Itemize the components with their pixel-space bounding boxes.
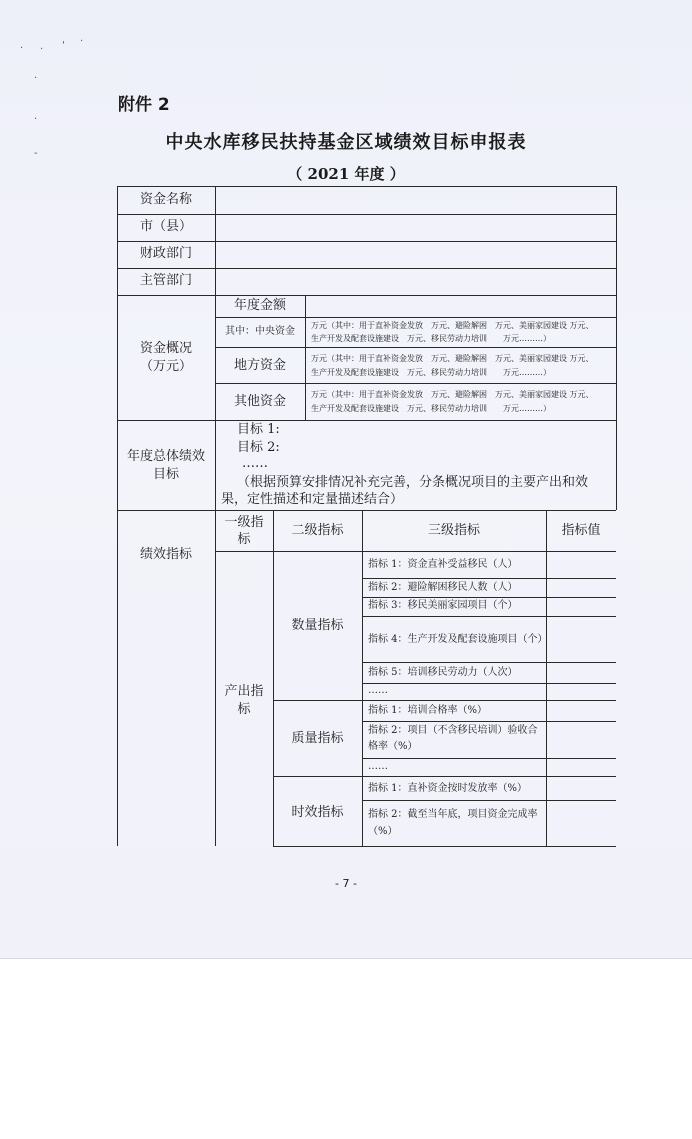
indicators-label: 绩效指标 xyxy=(139,547,192,562)
level1-header: 一级指 xyxy=(224,515,264,530)
scan-speck: · xyxy=(40,44,44,55)
quantity-item-more: …… xyxy=(368,685,388,696)
scan-speck: · xyxy=(80,36,84,47)
goal-1: 目标 1: xyxy=(237,422,280,437)
level3-header: 三级指标 xyxy=(427,523,480,538)
goal-note-1: （根据预算安排情况补充完善，分条概况项目的主要产出和效 xyxy=(237,475,589,490)
page-number: - 7 - xyxy=(335,877,357,890)
quantity-indicator: 数量指标 xyxy=(291,618,344,633)
goal-ellipsis: …… xyxy=(242,456,268,471)
annual-goal-label: 年度总体绩效 xyxy=(126,449,205,464)
blank-margin xyxy=(0,960,692,1139)
local-fund-label: 地方资金 xyxy=(233,358,286,373)
form-year: （ 2021 年度 ） xyxy=(287,165,405,183)
quality-item-1: 指标 1：培训合格率（%） xyxy=(368,705,488,716)
fund-name-label: 资金名称 xyxy=(139,192,192,207)
quantity-item-2: 指标 2：避险解困移民人数（人） xyxy=(368,582,518,593)
timeliness-item-2-cont: （%） xyxy=(368,826,398,837)
value-header: 指标值 xyxy=(561,523,601,538)
local-fund-detail-1: 万元（其中：用于直补资金发放 万元、避险解困 万元、美丽家园建设 万元、 xyxy=(311,354,594,363)
scan-speck: - xyxy=(34,148,38,159)
finance-dept-label: 财政部门 xyxy=(139,246,192,261)
quantity-item-5: 指标 5：培训移民劳动力（人次） xyxy=(368,667,518,678)
quality-indicator: 质量指标 xyxy=(291,731,344,746)
quantity-item-3: 指标 3：移民美丽家园项目（个） xyxy=(368,600,518,611)
other-fund-label: 其他资金 xyxy=(233,394,286,409)
output-indicator-2: 标 xyxy=(237,702,251,717)
other-fund-detail-1: 万元（其中：用于直补资金发放 万元、避险解困 万元、美丽家园建设 万元、 xyxy=(311,390,594,399)
goal-note-2: 果，定性描述和定量描述结合） xyxy=(221,492,404,507)
goal-2: 目标 2: xyxy=(237,440,280,455)
scan-speck: · xyxy=(34,114,38,125)
annual-amount-label: 年度金额 xyxy=(233,298,286,313)
competent-dept-label: 主管部门 xyxy=(139,273,192,288)
central-fund-detail-1: 万元（其中：用于直补资金发放 万元、避险解困 万元、美丽家园建设 万元、 xyxy=(311,321,594,330)
fund-overview-unit: （万元） xyxy=(139,359,192,374)
quantity-item-4: 指标 4：生产开发及配套设施项目（个） xyxy=(368,634,548,645)
form-title: 中央水库移民扶持基金区域绩效目标申报表 xyxy=(165,132,527,153)
other-fund-detail-2: 生产开发及配套设施建设 万元、移民劳动力培训 万元………） xyxy=(311,404,551,413)
central-fund-label: 其中：中央资金 xyxy=(225,326,295,337)
city-label: 市（县） xyxy=(139,219,192,234)
scan-speck: . xyxy=(34,70,38,81)
local-fund-detail-2: 生产开发及配套设施建设 万元、移民劳动力培训 万元………） xyxy=(311,368,551,377)
scan-speck: . xyxy=(20,40,24,51)
quality-item-2-cont: 格率（%） xyxy=(368,741,418,752)
quality-item-more: …… xyxy=(368,761,388,772)
timeliness-item-1: 指标 1：直补资金按时发放率（%） xyxy=(368,783,528,794)
attachment-label: 附件 2 xyxy=(118,95,170,115)
level2-header: 二级指标 xyxy=(291,523,344,538)
scan-speck: ' xyxy=(62,40,65,51)
quantity-item-1: 指标 1：资金直补受益移民（人） xyxy=(368,559,518,570)
timeliness-indicator: 时效指标 xyxy=(291,805,344,820)
level1-header-2: 标 xyxy=(237,532,251,547)
fund-overview-label: 资金概况 xyxy=(139,341,192,356)
annual-goal-label-2: 目标 xyxy=(152,467,179,482)
central-fund-detail-2: 生产开发及配套设施建设 万元、移民劳动力培训 万元………） xyxy=(311,334,551,343)
timeliness-item-2: 指标 2：截至当年底，项目资金完成率 xyxy=(368,809,538,820)
output-indicator: 产出指 xyxy=(224,684,264,699)
quality-item-2: 指标 2：项目（不含移民培训）验收合 xyxy=(368,725,538,736)
